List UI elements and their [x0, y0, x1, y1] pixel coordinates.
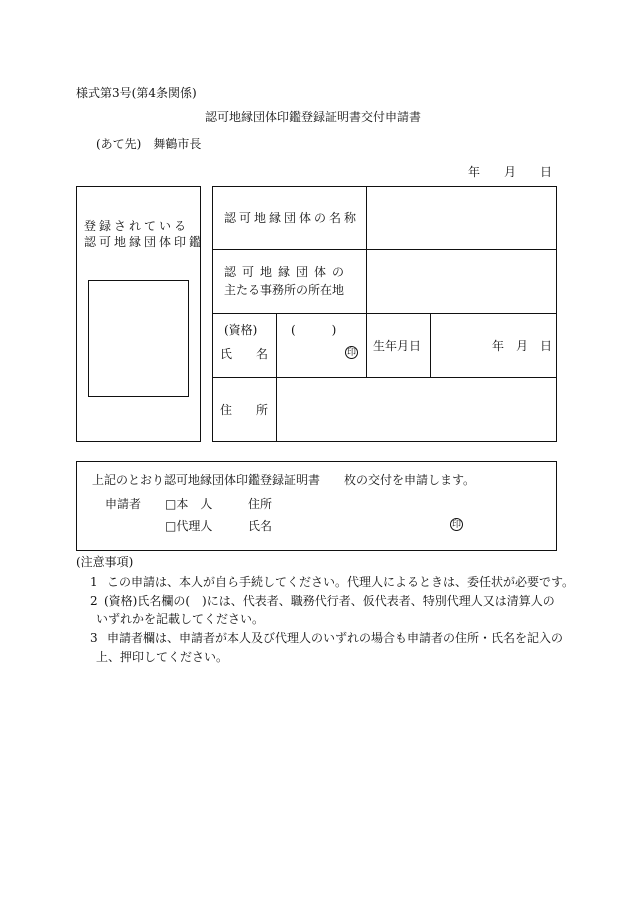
birthdate-field[interactable]	[431, 314, 556, 377]
note-item: 申請者欄は、申請者が本人及び代理人のいずれの場合も申請者の住所・氏名を記入の	[107, 631, 564, 645]
seal-impression-area[interactable]	[88, 280, 189, 397]
notes-heading: (注意事項)	[76, 555, 134, 569]
note-item: この申請は、本人が自ら手続してください。代理人によるときは、委任状が必要です。	[107, 575, 575, 589]
birthdate-label: 生年月日	[373, 339, 422, 353]
applicant-address-label: 住所	[248, 497, 273, 511]
office-address-field[interactable]	[367, 250, 556, 313]
association-name-field[interactable]	[367, 187, 556, 249]
office-address-label-line2: 主たる事務所の所在地	[224, 283, 345, 297]
qualification-label: (資格)	[224, 323, 258, 337]
applicant-self-checkbox[interactable]: □本 人	[165, 497, 213, 511]
date-day-label: 日	[540, 165, 553, 179]
note-number: 1	[90, 575, 98, 589]
address-label: 住 所	[220, 403, 269, 417]
seal-section-label-line1: 登録されている	[84, 219, 190, 233]
association-name-label: 認可地縁団体の名称	[224, 211, 360, 225]
date-month-label: 月	[504, 165, 517, 179]
seal-section-label-line2: 認可地縁団体印鑑	[84, 235, 205, 249]
birthdate-value: 年 月 日	[492, 339, 553, 353]
note-item-continuation: いずれかを記載してください。	[96, 612, 265, 626]
office-address-label-line1: 認可地縁団体の	[224, 265, 351, 279]
person-name-field[interactable]	[277, 314, 366, 377]
applicant-agent-checkbox[interactable]: □代理人	[165, 519, 213, 533]
seal-mark-icon: 印	[451, 520, 461, 530]
page-title: 認可地縁団体印鑑登録証明書交付申請書	[205, 110, 422, 124]
form-number: 様式第3号(第4条関係)	[76, 86, 197, 100]
seal-mark-icon: 印	[346, 348, 356, 358]
application-statement: 上記のとおり認可地縁団体印鑑登録証明書 枚の交付を申請します。	[92, 473, 476, 487]
note-number: 3	[90, 631, 98, 645]
date-year-label: 年	[468, 165, 481, 179]
applicant-label: 申請者	[105, 497, 142, 511]
note-item: (資格)氏名欄の( )には、代表者、職務代行者、仮代表者、特別代理人又は清算人の	[104, 594, 555, 608]
applicant-name-label: 氏名	[248, 519, 273, 533]
note-number: 2	[90, 594, 98, 608]
addressee: (あて先) 舞鶴市長	[96, 137, 202, 151]
person-name-label: 氏 名	[220, 347, 269, 361]
address-field[interactable]	[277, 378, 556, 441]
qualification-parens: ( )	[291, 323, 337, 337]
note-item-continuation: 上、押印してください。	[96, 650, 229, 664]
